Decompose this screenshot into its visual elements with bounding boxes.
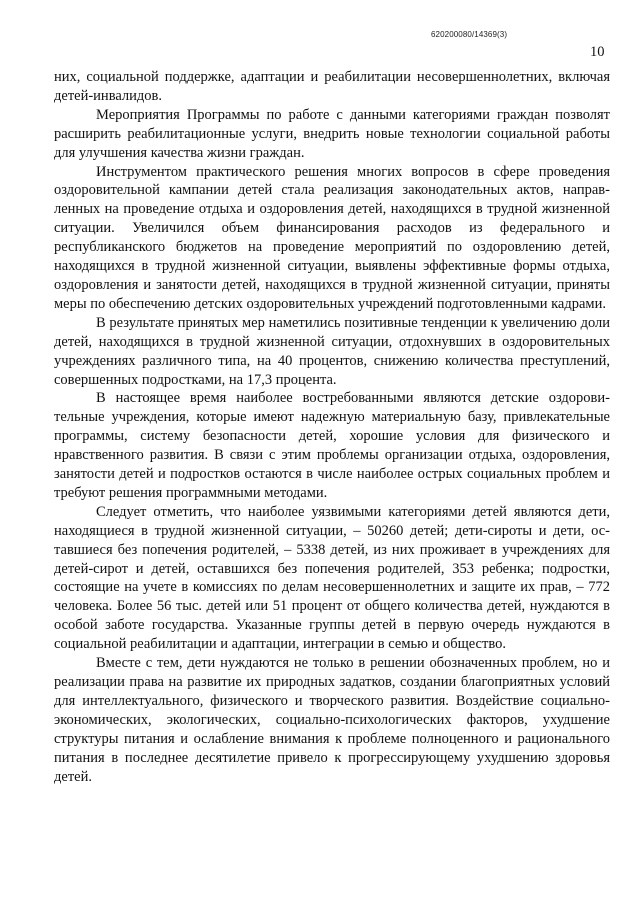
paragraph-continuation: них, социальной поддержке, адаптации и реабилитации несовершеннолетних, включая детей-инвалидов.: [54, 69, 610, 104]
paragraph-positive-trends: В результате принятых мер наметились позитивные тенденции к увеличению доли детей, находящихся в трудной жизненной ситуации, отдохнувших в оздоровительных учреждениях различного типа, на 40 процентов, снижению количества преступлений, совершенных подростками, на 17,3 процента.: [54, 314, 610, 388]
paragraph-vulnerable-categories: Следует отметить, что наиболее уязвимыми категориями детей являются дети, находящиеся в трудной жизненной ситуации, – 50260 детей; дети-сироты и дети, оставшиеся без попечения родителей, – 5338 детей, из них проживает в учреждениях для детей-сирот и детей, оставшихся без попечения родителей, 353 ребенка; подростки, состоящие на учете в комиссиях по делам несовершеннолетних и защите их прав, – 772 человека. Более 56 тыс. детей или 51 процент от общего количества детей, нуждаются в особой заботе государства. Указанные группы детей в первую очередь нуждаются в социальной реабилитации и адаптации, интеграции в семью и общество.: [54, 503, 610, 653]
paragraph-legislative-instruments: Инструментом практического решения многих вопросов в сфере проведения оздоровительной кампании детей стала реализация законодательных актов, направленных на проведение отдыха и оздоровления детей, находящихся в трудной жизненной ситуации. Увеличился объем финансирования расходов из федерального и республиканского бюджетов на проведение мероприятий по оздоровлению детей, находящихся в трудной жизненной ситуации, выявлены эффективные формы отдыха, оздоровления и занятости детей, находящихся в трудной жизненной ситуации, приняты меры по обеспечению детских оздоровительных учреждений подготовленными кадрами.: [54, 163, 610, 312]
paragraph-development-rights: Вместе с тем, дети нуждаются не только в решении обозначенных проблем, но и реализации права на развитие их природных задатков, создании благоприятных условий для интеллектуального, физического и творческого развития. Воздействие социально-экономических, экологических, социально-психологических факторов, ухудшение структуры питания и ослабление внимания к проблеме полноценного и рационального питания в последнее десятилетие привело к прогрессирующему ухудшению здоровья детей.: [54, 655, 610, 785]
page-number: 10: [590, 44, 605, 60]
document-body: [54, 68, 610, 786]
paragraph-program-measures: Мероприятия Программы по работе с данными категориями граждан позволят расширить реабилитационные услуги, внедрить новые технологии социальной работы для улучшения качества жизни граждан.: [54, 106, 610, 161]
paragraph-demanded-institutions: В настоящее время наиболее востребованными являются детские оздоровительные учреждения, которые имеют надежную материальную базу, привлекательные программы, систему безопасности детей, хорошие условия для физического и нравственного развития. В связи с этим проблемы организации отдыха, оздоровления, занятости детей и подростков остаются в числе наиболее острых социальных проблем и требуют решения программными методами.: [54, 390, 610, 501]
document-code: 620200080/14369(3): [431, 30, 508, 39]
